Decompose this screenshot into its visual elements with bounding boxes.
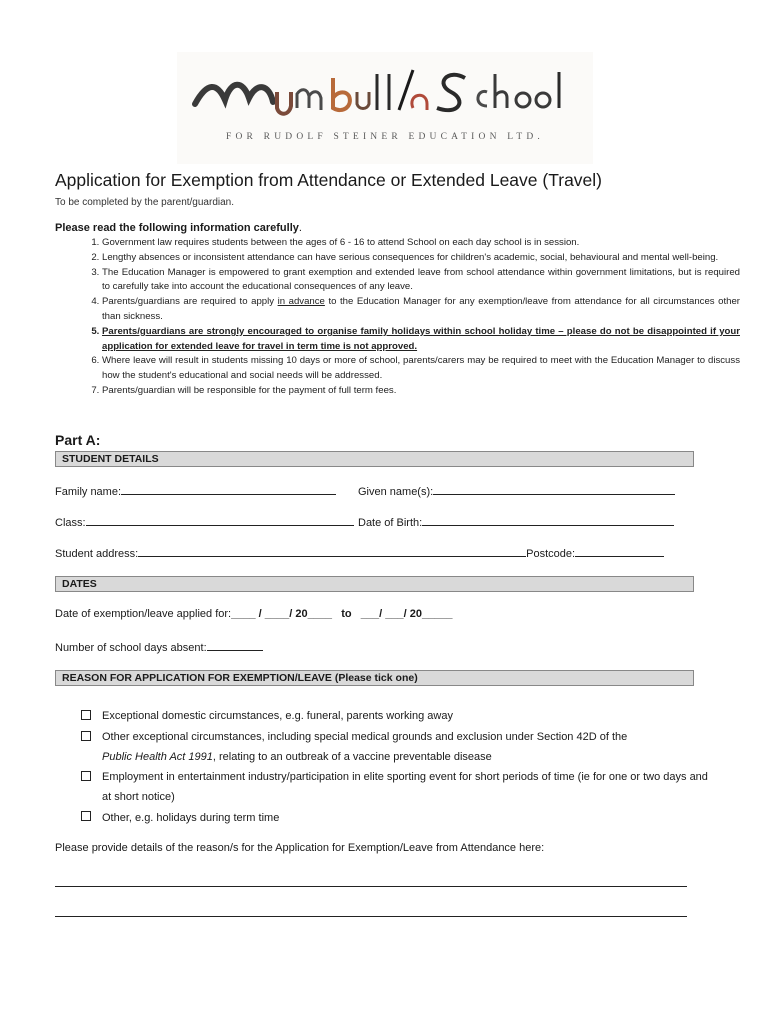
class-field[interactable] — [86, 514, 354, 526]
dates-applied-row: Date of exemption/leave applied for:____ / ____/ 20____ to ___/ ___/ 20_____ — [55, 608, 453, 620]
info-item: 2. Lengthy absences or inconsistent attendance can have serious consequences for children's academic, social, behavioural and mental well-being. — [102, 251, 740, 266]
info-item: 7. Parents/guardian will be responsible for the payment of full term fees. — [102, 384, 740, 399]
info-item: 6. Where leave will result in students missing 10 days or more of school, parents/carers may be required to meet with the Education Manager to discuss how the student's educational and social needs will be addressed. — [102, 354, 740, 384]
class-row: Class: — [55, 514, 354, 529]
address-field[interactable] — [138, 545, 526, 557]
details-line-1[interactable] — [55, 886, 687, 887]
date-to-field[interactable]: ___/ ___/ 20_____ — [360, 608, 453, 620]
reason-heading: REASON FOR APPLICATION FOR EXEMPTION/LEAVE (Please tick one) — [55, 670, 694, 686]
given-name-row: Given name(s): — [358, 483, 675, 498]
postcode-field[interactable] — [575, 545, 664, 557]
logo-graphic — [177, 52, 593, 164]
address-row: Student address: Postcode: — [55, 545, 664, 560]
reason-checkbox-2[interactable] — [81, 731, 91, 741]
family-name-field[interactable] — [121, 483, 336, 495]
days-absent-row: Number of school days absent: — [55, 639, 263, 654]
info-item: 5. Parents/guardians are strongly encouraged to organise family holidays within school holiday time – please do not be disappointed if your application for extended leave for travel in term time is not approved. — [102, 325, 740, 355]
info-item: 1. Government law requires students between the ages of 6 - 16 to attend School on each day school is in session. — [102, 236, 740, 251]
info-item: 4. Parents/guardians are required to apply in advance to the Education Manager for any exemption/leave from attendance for all circumstances other than sickness. — [102, 295, 740, 325]
student-details-heading: STUDENT DETAILS — [55, 451, 694, 467]
details-line-2[interactable] — [55, 916, 687, 917]
school-logo — [177, 52, 593, 164]
reason-checkbox-1[interactable] — [81, 710, 91, 720]
dates-heading: DATES — [55, 576, 694, 592]
reason-checkbox-4[interactable] — [81, 811, 91, 821]
reason-option-1: Exceptional domestic circumstances, e.g. funeral, parents working away — [102, 710, 453, 722]
info-list — [78, 236, 740, 399]
part-a-heading: Part A: — [55, 432, 101, 448]
days-absent-field[interactable] — [207, 639, 263, 651]
dob-field[interactable] — [422, 514, 674, 526]
reason-checkbox-3[interactable] — [81, 771, 91, 781]
form-subtitle: To be completed by the parent/guardian. — [55, 197, 235, 208]
reason-option-4: Other, e.g. holidays during term time — [102, 812, 280, 824]
family-name-row: Family name: — [55, 483, 336, 498]
date-from-field[interactable]: ____ / ____/ 20____ — [231, 608, 333, 620]
logo-subtitle: FOR RUDOLF STEINER EDUCATION LTD. — [226, 132, 544, 142]
details-prompt: Please provide details of the reason/s for the Application for Exemption/Leave from Attendance here: — [55, 842, 545, 854]
given-name-field[interactable] — [433, 483, 675, 495]
reason-option-3: Employment in entertainment industry/participation in elite sporting event for short periods of time (ie for one or two days and at short notice) — [102, 771, 708, 803]
form-title: Application for Exemption from Attendance or Extended Leave (Travel) — [55, 170, 603, 190]
info-item: 3. The Education Manager is empowered to grant exemption and extended leave from school attendance within government limitations, but is required to carefully take into account the educational consequences of any leave. — [102, 266, 740, 296]
dob-row: Date of Birth: — [358, 514, 674, 529]
read-heading: Please read the following information carefully. — [55, 222, 302, 234]
reason-option-2: Other exceptional circumstances, including special medical grounds and exclusion under Section 42D of the Public Health Act 1991, relating to an outbreak of a vaccine preventable disease — [102, 731, 628, 763]
